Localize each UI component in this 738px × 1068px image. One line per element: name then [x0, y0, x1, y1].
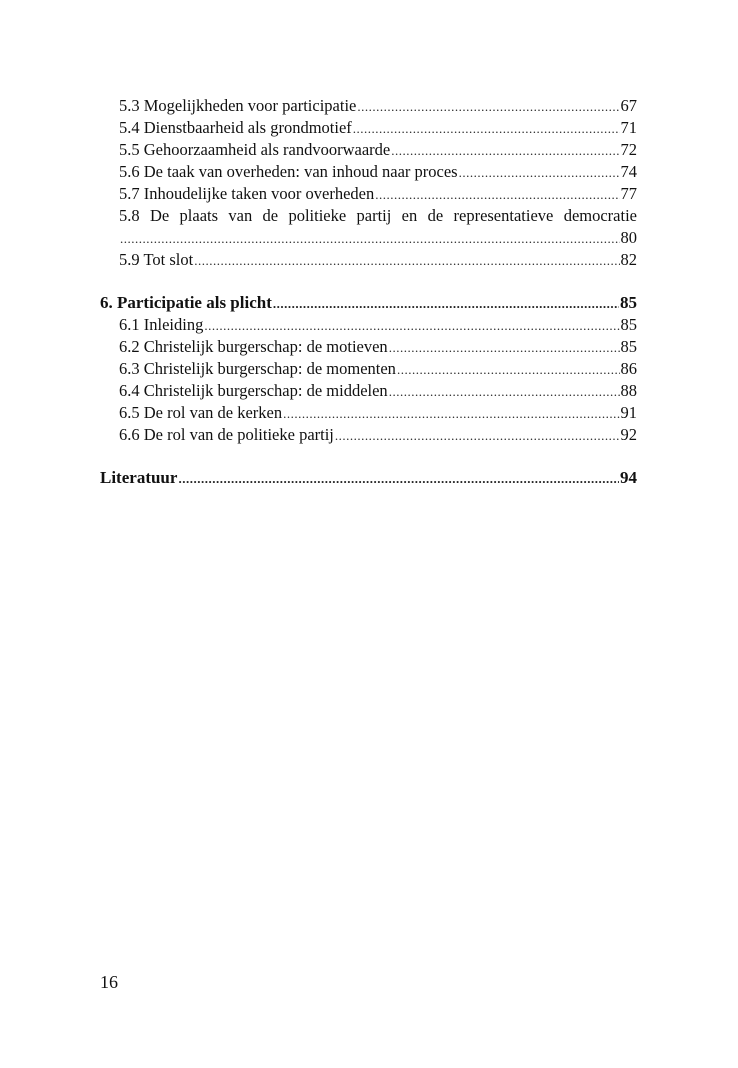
toc-entry-6-3 [100, 358, 637, 380]
toc-entry-page: 67 [620, 96, 637, 115]
toc-literature [100, 467, 637, 489]
dot-leader [397, 359, 620, 381]
page-number: 16 [100, 972, 118, 992]
toc-entry-title: 6.6 De rol van de politieke partij [119, 425, 334, 444]
toc-entry-page: 77 [620, 184, 637, 203]
toc-entry-page: 85 [620, 337, 637, 356]
toc-chapter-page: 85 [620, 293, 637, 312]
dot-leader [459, 162, 620, 184]
dot-leader [283, 403, 619, 425]
toc-chapter-6 [100, 292, 637, 314]
toc-entry-5-7 [100, 183, 637, 205]
dot-leader [120, 228, 620, 250]
toc-entry-title: 6.1 Inleiding [119, 315, 204, 334]
spacer [100, 446, 637, 467]
dot-leader [391, 140, 619, 162]
toc-entry-page: 85 [620, 315, 637, 334]
toc-entry-page: 72 [620, 140, 637, 159]
toc-chapter-title: Literatuur [100, 468, 178, 487]
toc-entry-title: 6.3 Christelijk burgerschap: de momenten [119, 359, 396, 378]
toc-chapter-title: 6. Participatie als plicht [100, 293, 272, 312]
toc-chapter-page: 94 [620, 468, 637, 487]
toc-entry-5-8-continuation [100, 227, 637, 249]
toc-entry-6-4 [100, 380, 637, 402]
toc-entry-title: 6.4 Christelijk burgerschap: de middelen [119, 381, 388, 400]
dot-leader [389, 381, 620, 403]
toc-entry-title: 5.9 Tot slot [119, 250, 194, 269]
toc-entry-5-5 [100, 139, 637, 161]
dot-leader [194, 250, 619, 272]
toc-entry-page: 71 [620, 118, 637, 137]
table-of-contents [100, 95, 637, 489]
toc-entry-title: 6.5 De rol van de kerken [119, 403, 283, 422]
toc-entry-title: 5.3 Mogelijkheden voor participatie [119, 96, 357, 115]
dot-leader [389, 337, 620, 359]
dot-leader [204, 315, 619, 337]
toc-entry-5-9 [100, 249, 637, 271]
toc-entry-page: 74 [620, 162, 637, 181]
toc-entry-page: 91 [620, 403, 637, 422]
toc-entry-title: 5.4 Dienstbaarheid als grondmotief [119, 118, 352, 137]
dot-leader [335, 425, 620, 447]
toc-entry-title: 5.6 De taak van overheden: van inhoud naar proces [119, 162, 458, 181]
toc-entry-5-8-title: 5.8 De plaats van de politieke partij en de representatieve democratie [119, 206, 637, 225]
dot-leader [375, 184, 619, 206]
toc-entry-page: 86 [620, 359, 637, 378]
toc-entry-5-6 [100, 161, 637, 183]
toc-entry-title: 5.5 Gehoorzaamheid als randvoorwaarde [119, 140, 391, 159]
toc-entry-page: 88 [620, 381, 637, 400]
dot-leader [357, 96, 619, 118]
dot-leader [353, 118, 620, 140]
dot-leader [273, 293, 619, 315]
toc-entry-5-4 [100, 117, 637, 139]
toc-entry-6-6 [100, 424, 637, 446]
toc-entry-page: 92 [620, 425, 637, 444]
toc-entry-title: 5.7 Inhoudelijke taken voor overheden [119, 184, 375, 203]
toc-entry-page: 80 [620, 228, 637, 247]
toc-entry-5-3 [100, 95, 637, 117]
toc-entry-6-1 [100, 314, 637, 336]
dot-leader [178, 468, 619, 490]
toc-entry-6-5 [100, 402, 637, 424]
toc-entry-title: 6.2 Christelijk burgerschap: de motieven [119, 337, 388, 356]
spacer [100, 271, 637, 292]
toc-entry-page: 82 [620, 250, 637, 269]
toc-entry-6-2 [100, 336, 637, 358]
